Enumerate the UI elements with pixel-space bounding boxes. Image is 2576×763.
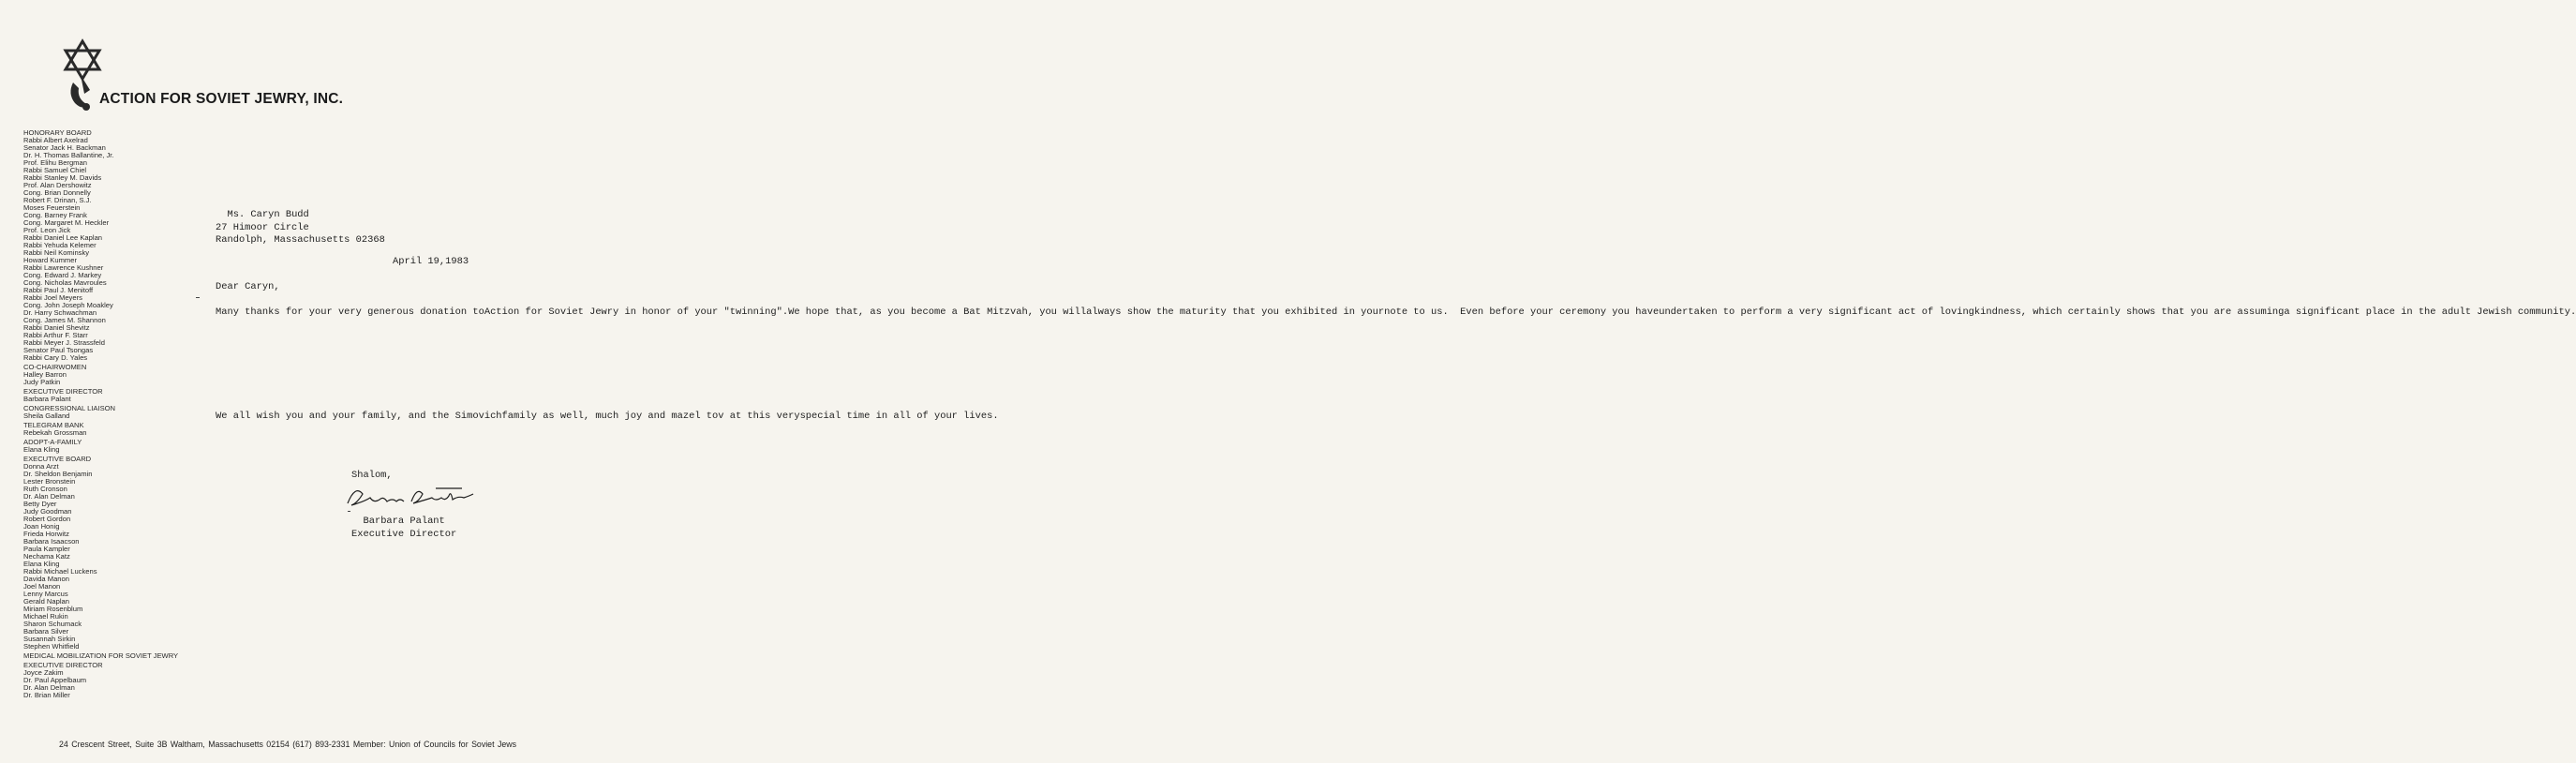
body-line: kindness, which certainly shows that you are assuming bbox=[1973, 307, 2285, 318]
sidebar-name: Senator Jack H. Backman bbox=[23, 143, 106, 152]
sidebar-name: Prof. Alan Dershowitz bbox=[23, 181, 92, 189]
sidebar-name: Barbara Silver bbox=[23, 627, 69, 636]
sidebar-name: Howard Kummer bbox=[23, 256, 77, 264]
sidebar-name: Sheila Galland bbox=[23, 411, 70, 420]
sidebar-name: Robert F. Drinan, S.J. bbox=[23, 196, 92, 204]
sidebar-name: Senator Paul Tsongas bbox=[23, 346, 94, 354]
body-line: We hope that, as you become a Bat Mitzvah, you will bbox=[788, 307, 1087, 318]
margin-mark bbox=[196, 297, 200, 298]
sidebar-name: Cong. Brian Donnelly bbox=[23, 188, 91, 197]
signature-block bbox=[351, 503, 456, 541]
recipient-address bbox=[216, 197, 385, 247]
sidebar-name: Rebekah Grossman bbox=[23, 428, 87, 437]
signer-name: Barbara Palant bbox=[363, 516, 445, 528]
sidebar-name: Dr. H. Thomas Ballantine, Jr. bbox=[23, 151, 114, 159]
body-line: note to us. Even before your ceremony you have bbox=[1384, 307, 1660, 318]
sidebar-name: Nechama Katz bbox=[23, 552, 70, 561]
sidebar-name: Dr. Harry Schwachman bbox=[23, 308, 97, 317]
sidebar-name: Cong. James M. Shannon bbox=[23, 316, 106, 324]
sidebar-heading: TELEGRAM BANK bbox=[23, 421, 84, 429]
sidebar-name: Elana Kling bbox=[23, 445, 60, 454]
sidebar-name: Davida Manon bbox=[23, 575, 69, 583]
margin-mark bbox=[348, 511, 350, 512]
letter-date: April 19,1983 bbox=[393, 256, 469, 267]
salutation: Dear Caryn, bbox=[216, 281, 280, 292]
sidebar-name: Dr. Brian Miller bbox=[23, 691, 70, 699]
body-paragraph-1 bbox=[216, 307, 2576, 319]
sidebar-name: Cong. Barney Frank bbox=[23, 211, 87, 219]
sidebar-heading: EXECUTIVE DIRECTOR bbox=[23, 387, 103, 396]
sidebar-name: Ruth Cronson bbox=[23, 485, 67, 493]
sidebar-heading: EXECUTIVE BOARD bbox=[23, 455, 92, 463]
sidebar-name: Cong. John Joseph Moakley bbox=[23, 301, 113, 309]
body-line: special time in all of your lives. bbox=[799, 411, 999, 422]
sidebar-name: Barbara Palant bbox=[23, 395, 71, 403]
sidebar-name: Cong. Edward J. Markey bbox=[23, 271, 102, 279]
sidebar-name: Rabbi Meyer J. Strassfeld bbox=[23, 338, 105, 347]
sidebar-name: Rabbi Arthur F. Starr bbox=[23, 331, 88, 339]
sidebar-name: Paula Kampler bbox=[23, 545, 70, 553]
closing: Shalom, bbox=[351, 470, 393, 481]
sidebar-name: Rabbi Yehuda Kelemer bbox=[23, 241, 97, 249]
sidebar-name: Joel Manon bbox=[23, 582, 61, 591]
sidebar-name: Rabbi Lawrence Kushner bbox=[23, 263, 104, 272]
sidebar-name: Rabbi Daniel Shevitz bbox=[23, 323, 90, 332]
body-paragraph-2 bbox=[216, 411, 999, 423]
sidebar-name: Prof. Elihu Bergman bbox=[23, 158, 87, 167]
sidebar-name: Halley Barron bbox=[23, 370, 67, 379]
sidebar-name: Frieda Horwitz bbox=[23, 530, 69, 538]
body-line: family as well, much joy and mazel tov at this very bbox=[501, 411, 800, 422]
sidebar-name: Cong. Margaret M. Heckler bbox=[23, 218, 110, 227]
sidebar-name: Dr. Alan Delman bbox=[23, 683, 75, 692]
sidebar-heading: HONORARY BOARD bbox=[23, 128, 92, 137]
sidebar-name: Elana Kling bbox=[23, 560, 60, 568]
body-line: always show the maturity that you exhibited in your bbox=[1086, 307, 1385, 318]
signer-title: Executive Director bbox=[351, 528, 457, 540]
body-line: undertaken to perform a very significant act of loving bbox=[1659, 307, 1974, 318]
sidebar-name: Joyce Zakim bbox=[23, 668, 64, 677]
sidebar-name: Lenny Marcus bbox=[23, 590, 68, 598]
organization-name: ACTION FOR SOVIET JEWRY, INC. bbox=[99, 91, 344, 107]
sidebar-name: Stephen Whitfield bbox=[23, 642, 80, 651]
sidebar-name: Miriam Rosenblum bbox=[23, 605, 83, 613]
address-line: Ms. Caryn Budd bbox=[227, 209, 309, 221]
sidebar-name: Rabbi Albert Axelrad bbox=[23, 136, 88, 144]
sidebar-name: Rabbi Paul J. Menitoff bbox=[23, 286, 94, 294]
sidebar-name: Cong. Nicholas Mavroules bbox=[23, 278, 107, 287]
sidebar-heading: EXECUTIVE DIRECTOR bbox=[23, 661, 103, 669]
sidebar-name: Gerald Naplan bbox=[23, 597, 69, 606]
address-line: Randolph, Massachusetts 02368 bbox=[216, 234, 385, 247]
sidebar-heading: ADOPT-A-FAMILY bbox=[23, 438, 82, 446]
body-line: We all wish you and your family, and the Simovich bbox=[216, 411, 502, 422]
sidebar-name: Michael Rukin bbox=[23, 612, 68, 621]
sidebar-heading: CONGRESSIONAL LIAISON bbox=[23, 404, 116, 412]
sidebar-name: Rabbi Samuel Chiel bbox=[23, 166, 87, 174]
sidebar-heading: MEDICAL MOBILIZATION FOR SOVIET JEWRY bbox=[23, 651, 179, 660]
sidebar-name: Lester Bronstein bbox=[23, 477, 76, 486]
sidebar-name: Moses Feuerstein bbox=[23, 203, 81, 212]
sidebar-name: Joan Honig bbox=[23, 522, 60, 531]
address-line: 27 Himoor Circle bbox=[216, 221, 309, 233]
sidebar-name: Judy Patkin bbox=[23, 378, 61, 386]
sidebar-name: Rabbi Joel Meyers bbox=[23, 293, 82, 302]
sidebar-name: Rabbi Stanley M. Davids bbox=[23, 173, 102, 182]
sidebar-name: Dr. Paul Appelbaum bbox=[23, 676, 87, 684]
sidebar-name: Barbara Isaacson bbox=[23, 537, 80, 546]
sidebar-name: Susannah Sirkin bbox=[23, 635, 76, 643]
body-line: Action for Soviet Jewry in honor of your "twinning". bbox=[484, 307, 789, 318]
sidebar-name: Dr. Sheldon Benjamin bbox=[23, 470, 93, 478]
sidebar-name: Judy Goodman bbox=[23, 507, 72, 516]
body-line: Many thanks for your very generous donation to bbox=[216, 307, 484, 318]
sidebar-name: Rabbi Neil Kominsky bbox=[23, 248, 90, 257]
sidebar-name: Dr. Alan Delman bbox=[23, 492, 75, 501]
letterhead-footer: 24 Crescent Street, Suite 3B Waltham, Massachusetts 02154 (617) 893-2331 Member: Union of Councils for Soviet Jews bbox=[59, 740, 517, 749]
sidebar-heading: CO-CHAIRWOMEN bbox=[23, 363, 87, 371]
sidebar-name: Robert Gordon bbox=[23, 515, 71, 523]
sidebar-name: Donna Arzt bbox=[23, 462, 59, 471]
sidebar-name: Sharon Schumack bbox=[23, 620, 82, 628]
sidebar-name: Rabbi Daniel Lee Kaplan bbox=[23, 233, 103, 242]
board-member-list bbox=[23, 128, 187, 699]
sidebar-name: Rabbi Michael Luckens bbox=[23, 567, 97, 576]
sidebar-name: Betty Dyer bbox=[23, 500, 57, 508]
sidebar-name: Prof. Leon Jick bbox=[23, 226, 71, 234]
sidebar-name: Rabbi Cary D. Yales bbox=[23, 353, 88, 362]
body-line: a significant place in the adult Jewish community. bbox=[2284, 307, 2576, 318]
